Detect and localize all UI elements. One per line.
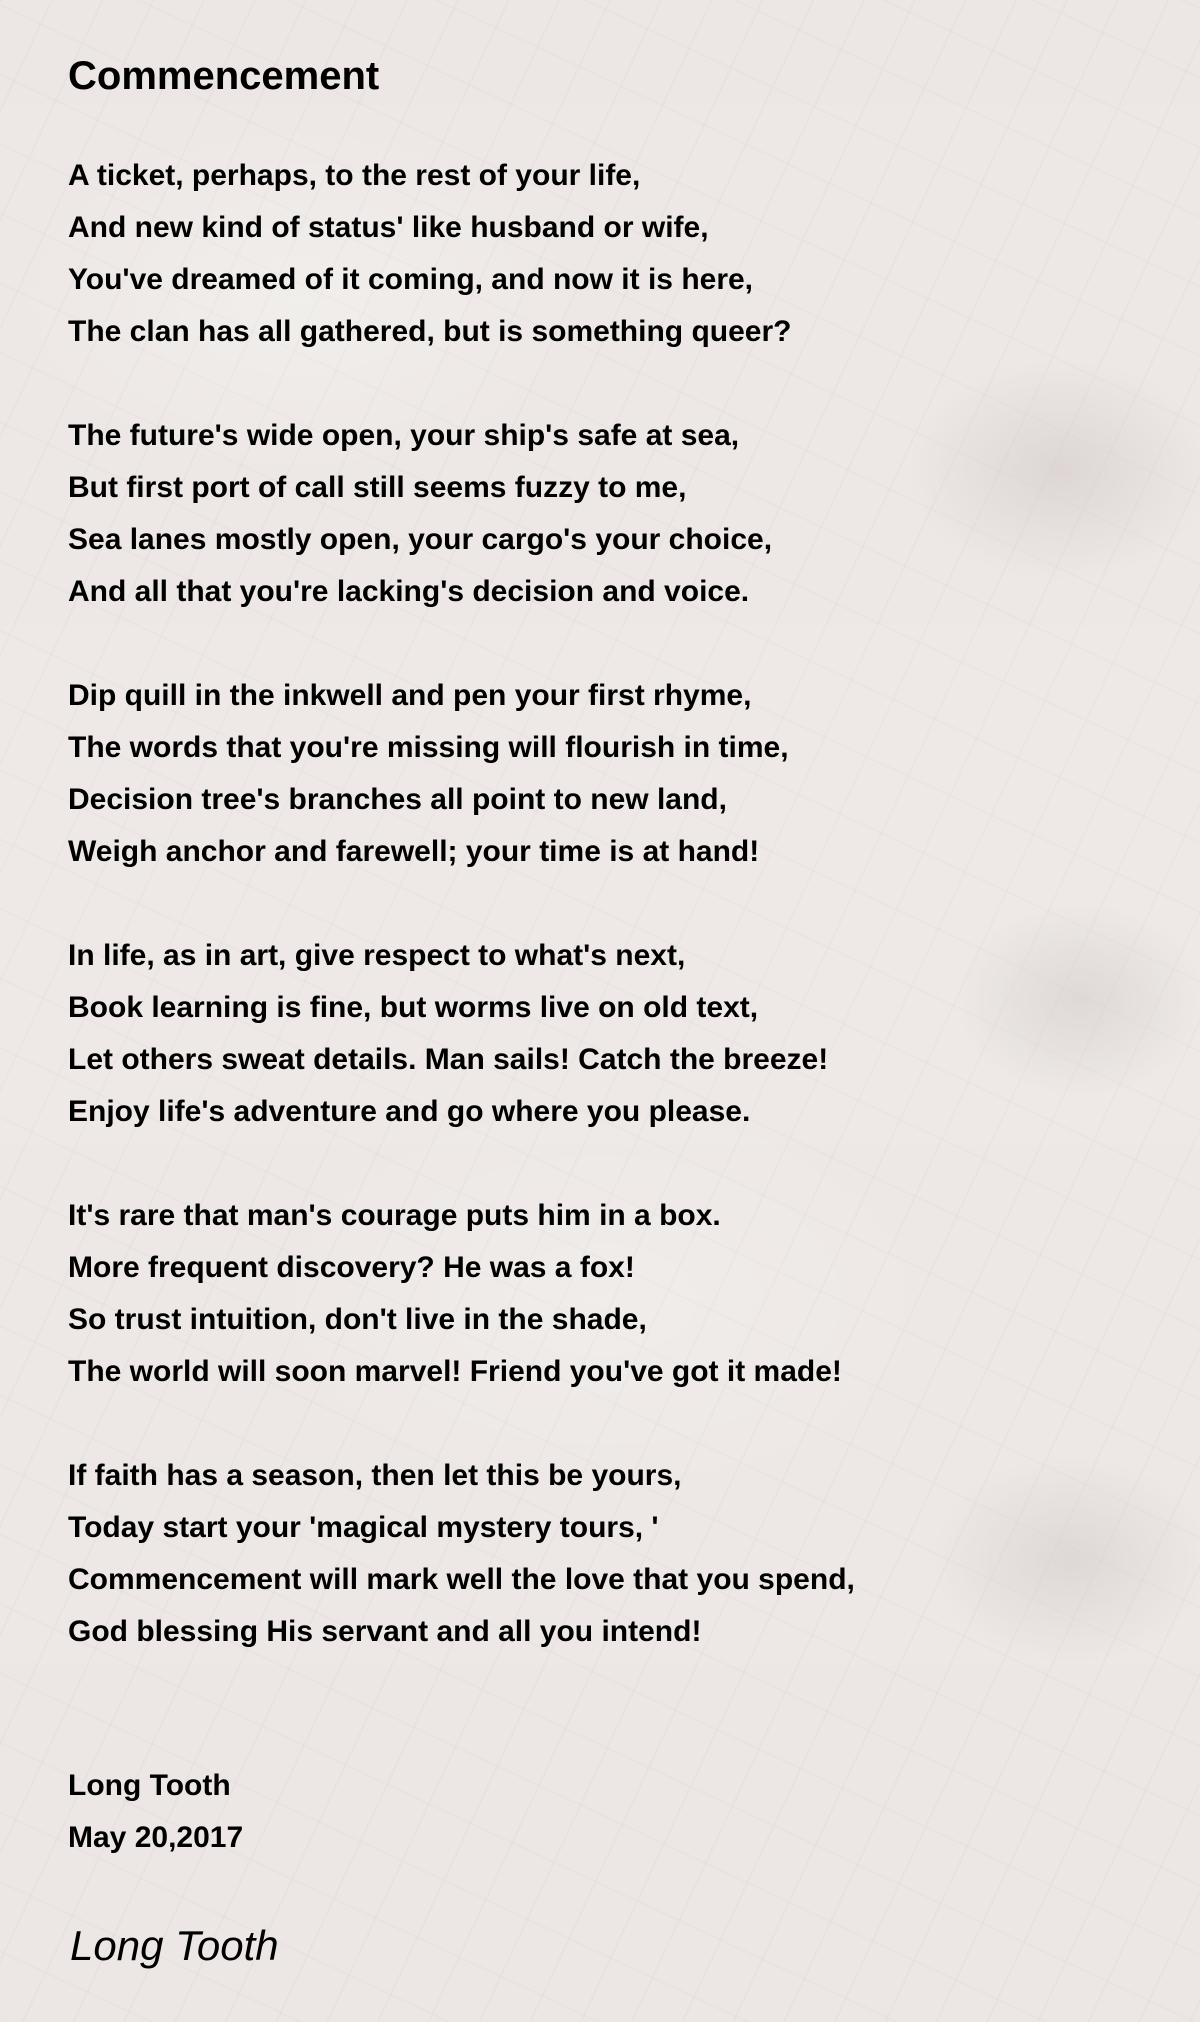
poem-line: The future's wide open, your ship's safe at sea, bbox=[68, 419, 740, 452]
poem-line: You've dreamed of it coming, and now it is here, bbox=[68, 263, 754, 296]
poem-line: Sea lanes mostly open, your cargo's your choice, bbox=[68, 523, 773, 556]
stanza bbox=[68, 1450, 855, 1658]
poem-line: A ticket, perhaps, to the rest of your life, bbox=[68, 159, 641, 192]
poem-title: Commencement bbox=[68, 54, 380, 98]
poem-line: So trust intuition, don't live in the shade, bbox=[68, 1303, 647, 1336]
poem-line: It's rare that man's courage puts him in a box. bbox=[68, 1199, 721, 1232]
poem-line: And all that you're lacking's decision and voice. bbox=[68, 575, 750, 608]
author-signature: Long Tooth bbox=[70, 1922, 279, 1969]
poem-line: Let others sweat details. Man sails! Catch the breeze! bbox=[68, 1043, 829, 1076]
poem-body bbox=[68, 150, 855, 1710]
poem-author: Long Tooth bbox=[68, 1769, 231, 1802]
poem-line: If faith has a season, then let this be yours, bbox=[68, 1459, 682, 1492]
poem-line: Today start your 'magical mystery tours, ' bbox=[68, 1511, 659, 1544]
stanza bbox=[68, 410, 855, 618]
poem-line: God blessing His servant and all you intend! bbox=[68, 1615, 702, 1648]
poem-line: Dip quill in the inkwell and pen your first rhyme, bbox=[68, 679, 752, 712]
poem-line: And new kind of status' like husband or wife, bbox=[68, 211, 709, 244]
poem-line: More frequent discovery? He was a fox! bbox=[68, 1251, 635, 1284]
poem-line: In life, as in art, give respect to what's next, bbox=[68, 939, 686, 972]
poem-line: The clan has all gathered, but is something queer? bbox=[68, 315, 792, 348]
stanza bbox=[68, 1190, 855, 1398]
poem-line: Weigh anchor and farewell; your time is at hand! bbox=[68, 835, 760, 868]
poem-line: Book learning is fine, but worms live on old text, bbox=[68, 991, 759, 1024]
poem-line: Enjoy life's adventure and go where you please. bbox=[68, 1095, 751, 1128]
poem-line: The world will soon marvel! Friend you've got it made! bbox=[68, 1355, 842, 1388]
poem-line: But first port of call still seems fuzzy to me, bbox=[68, 471, 687, 504]
stanza bbox=[68, 150, 855, 358]
stanza bbox=[68, 930, 855, 1138]
poem-date: May 20,2017 bbox=[68, 1821, 244, 1854]
poem-line: Decision tree's branches all point to new land, bbox=[68, 783, 727, 816]
poem-line: Commencement will mark well the love that you spend, bbox=[68, 1563, 855, 1596]
stanza bbox=[68, 670, 855, 878]
poem-line: The words that you're missing will flourish in time, bbox=[68, 731, 789, 764]
